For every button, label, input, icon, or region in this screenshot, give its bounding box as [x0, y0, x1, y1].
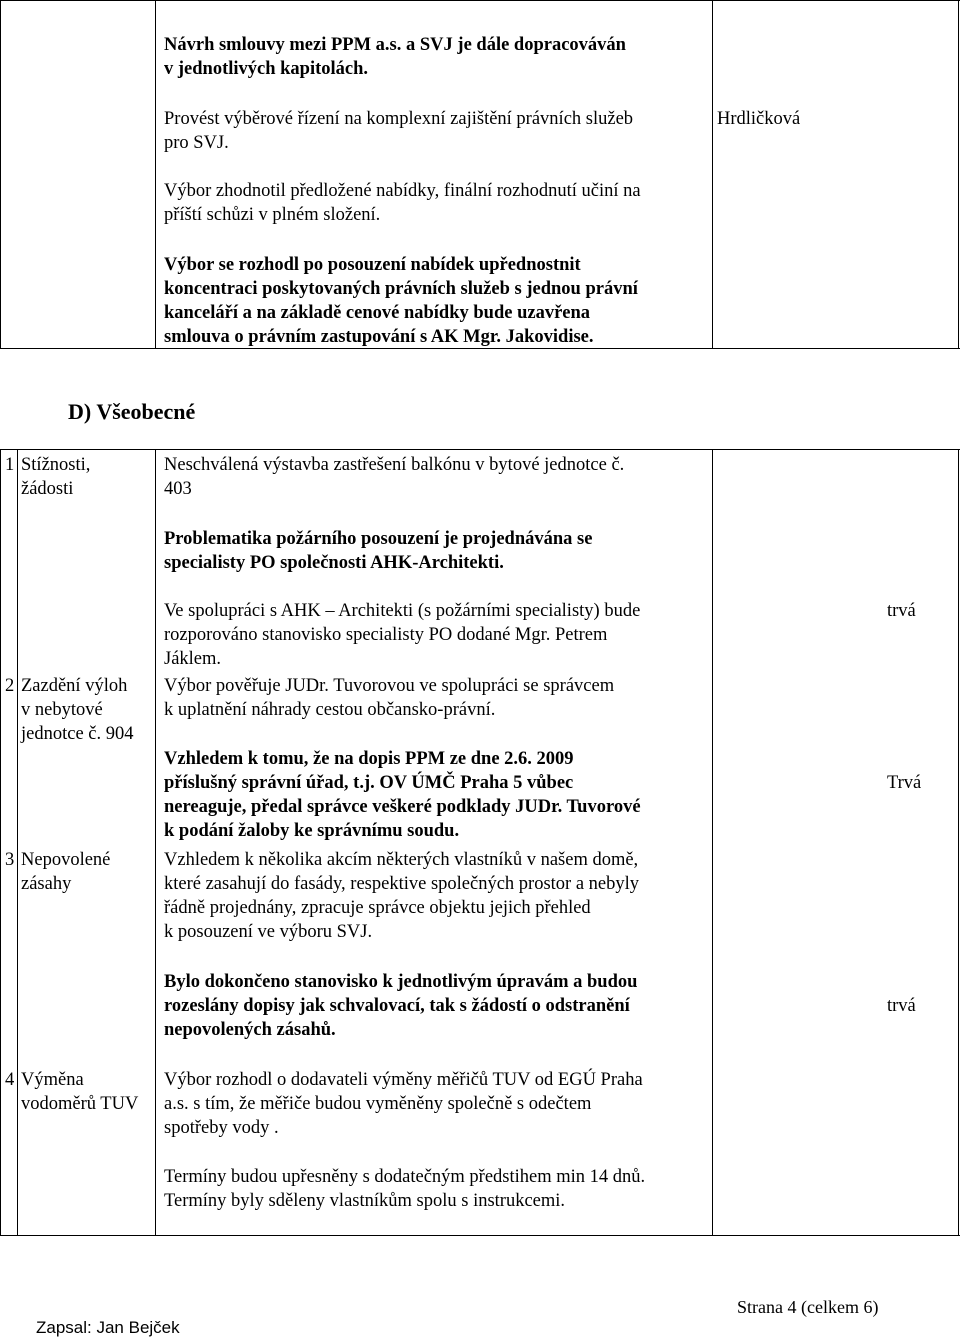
row-1-paragraph-2: Problematika požárního posouzení je projednávána se specialisty PO společnosti AHK-Architekti.: [164, 529, 593, 573]
row-4-paragraph-2: Termíny budou upřesněny s dodatečným předstihem min 14 dnů. Termíny byly sděleny vlastníkům spolu s instrukcemi.: [164, 1167, 646, 1211]
main-table-divider-1: [155, 449, 156, 1236]
row-1-status: trvá: [887, 601, 916, 621]
row-1-paragraph-3: Ve spolupráci s AHK – Architekti (s požárními specialisty) bude rozporováno stanovisko specialisty PO dodané Mgr. Petrem Jáklem.: [164, 601, 641, 669]
footer-recorder: Zapsal: Jan Bejček: [36, 1318, 180, 1337]
row-1-number: 1: [5, 455, 15, 475]
top-paragraph-2: Provést výběrové řízení na komplexní zajištění právních služeb pro SVJ.: [164, 109, 634, 153]
top-paragraph-4: Výbor se rozhodl po posouzení nabídek upřednostnit koncentraci poskytovaných právních služeb s jednou právní kanceláří a na základě cenové nabídky bude uzavřena smlouva o právním zastupování s AK Mgr. Jakovidise.: [164, 255, 638, 347]
row-1-topic: Stížnosti, žádosti: [21, 455, 91, 499]
row-3-number: 3: [5, 850, 15, 870]
row-3-paragraph-2: Bylo dokončeno stanovisko k jednotlivým úpravám a budou rozeslány dopisy jak schvalovací, tak s žádostí o odstranění nepovolených zásahů.: [164, 972, 638, 1040]
main-table-border-top: [0, 449, 960, 450]
row-2-status: Trvá: [887, 773, 922, 793]
row-4-number: 4: [5, 1070, 15, 1090]
row-1-paragraph-1: Neschválená výstavba zastřešení balkónu v bytové jednotce č. 403: [164, 455, 625, 499]
top-paragraph-1: Návrh smlouvy mezi PPM a.s. a SVJ je dále dopracováván v jednotlivých kapitolách.: [164, 35, 626, 79]
row-2-paragraph-1: Výbor pověřuje JUDr. Tuvorovou ve spolupráci se správcem k uplatnění náhrady cestou občansko-právní.: [164, 676, 615, 720]
main-table-border-left: [0, 449, 1, 1236]
row-4-topic: Výměna vodoměrů TUV: [21, 1070, 139, 1114]
row-4-paragraph-1: Výbor rozhodl o dodavateli výměny měřičů TUV od EGÚ Praha a.s. s tím, že měřiče budou vyměněny společně s odečtem spotřeby vody .: [164, 1070, 643, 1138]
row-2-topic: Zazdění výloh v nebytové jednotce č. 904: [21, 676, 134, 744]
row-3-paragraph-1: Vzhledem k několika akcím některých vlastníků v našem domě, které zasahují do fasády, respektive společných prostor a nebyly řádně projednány, zpracuje správce objektu jejich přehled k posouzení ve výboru SVJ.: [164, 850, 640, 942]
top-paragraph-3: Výbor zhodnotil předložené nabídky, finální rozhodnutí učiní na příští schůzi v plném složení.: [164, 181, 641, 225]
row-2-paragraph-2: Vzhledem k tomu, že na dopis PPM ze dne 2.6. 2009 příslušný správní úřad, t.j. OV ÚMČ Praha 5 vůbec nereaguje, předal správce veškeré podklady JUDr. Tuvorové k podání žaloby ke správnímu soudu.: [164, 749, 641, 841]
row-3-topic: Nepovolené zásahy: [21, 850, 111, 894]
responsible-person: Hrdličková: [717, 109, 801, 129]
row-2-number: 2: [5, 676, 15, 696]
top-table-border-left: [0, 0, 1, 349]
top-table-border-right: [958, 0, 959, 349]
top-table-divider-1: [155, 0, 156, 349]
top-table-divider-2: [712, 0, 713, 349]
main-table-border-right: [958, 449, 959, 1236]
section-heading: D) Všeobecné: [68, 399, 196, 424]
row-3-status: trvá: [887, 996, 916, 1016]
main-table-border-bottom: [0, 1235, 960, 1236]
main-table-num-divider: [17, 449, 18, 1236]
top-table-border-top: [0, 0, 960, 1]
footer-page-number: Strana 4 (celkem 6): [737, 1297, 879, 1317]
main-table-divider-2: [712, 449, 713, 1236]
